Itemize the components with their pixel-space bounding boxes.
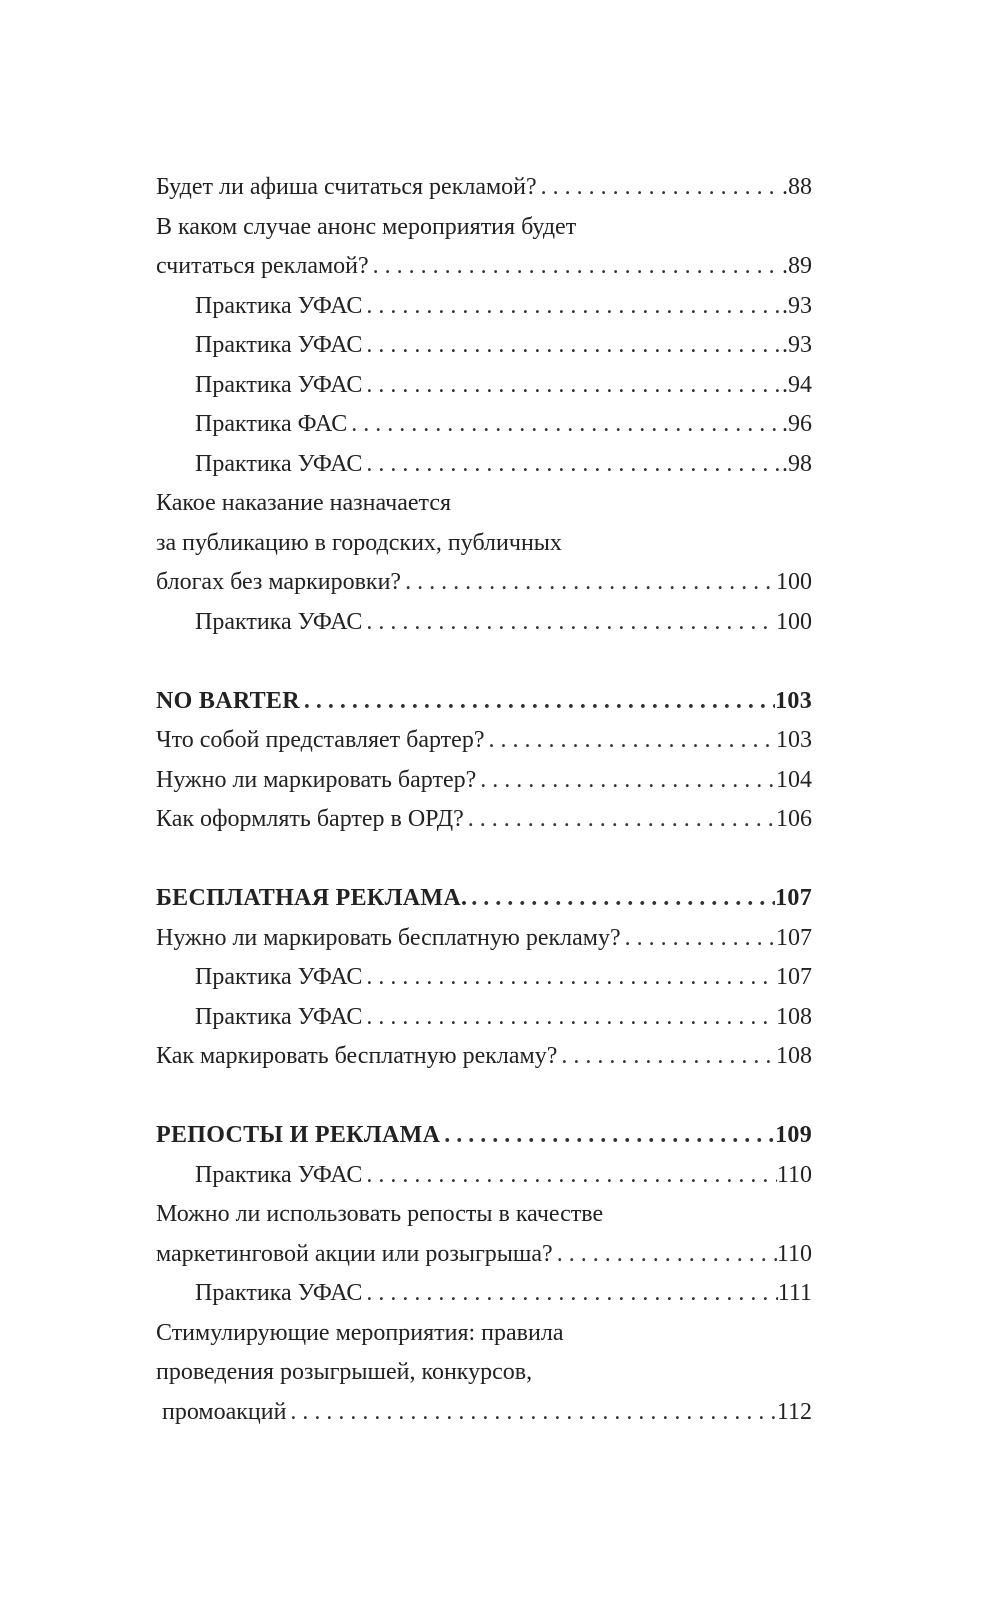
toc-page-number: .96 <box>782 411 812 437</box>
toc-entry-line[interactable] <box>156 484 812 524</box>
toc-page-number: 110 <box>776 1240 812 1267</box>
toc-subentry[interactable] <box>156 287 812 327</box>
toc-page-number: .93 <box>782 332 812 358</box>
dot-leader <box>347 405 782 445</box>
dot-leader <box>484 721 776 761</box>
toc-page-number: 107 <box>775 885 812 911</box>
dot-leader <box>362 326 782 366</box>
toc-entry-title: Можно ли использовать репосты в качестве <box>156 1201 604 1227</box>
dot-leader <box>362 958 776 998</box>
toc-entry-title: Практика УФАС <box>195 1161 363 1188</box>
toc-entry[interactable] <box>156 1037 812 1077</box>
toc-entry-title: маркетинговой акции или розыгрыша? <box>156 1240 553 1267</box>
toc-entry-title: Практика УФАС <box>195 371 363 398</box>
table-of-contents <box>156 168 812 1432</box>
toc-entry[interactable] <box>156 168 812 208</box>
dot-leader <box>300 682 775 722</box>
toc-entry-title: Как маркировать бесплатную рекламу? <box>156 1043 558 1069</box>
dot-leader <box>476 761 776 801</box>
dot-leader <box>362 603 776 643</box>
toc-entry-title: Нужно ли маркировать бесплатную рекламу? <box>156 924 621 951</box>
toc-entry[interactable] <box>156 721 812 761</box>
toc-page-number: 103 <box>776 727 812 753</box>
toc-entry-title: Практика УФАС <box>195 1003 363 1030</box>
toc-subentry[interactable] <box>156 445 812 485</box>
toc-subentry[interactable] <box>156 326 812 366</box>
toc-heading-title: РЕПОСТЫ И РЕКЛАМА <box>156 1122 441 1148</box>
toc-entry-title: Стимулирующие мероприятия: правила <box>156 1319 564 1346</box>
toc-heading-title: БЕСПЛАТНАЯ РЕКЛАМА. <box>156 885 468 911</box>
toc-page-number: 100 <box>776 569 812 595</box>
toc-entry-title: Практика УФАС <box>195 608 363 635</box>
toc-entry-title: Практика УФАС <box>195 332 363 358</box>
toc-page-number: 106 <box>776 806 812 832</box>
toc-subentry[interactable] <box>156 1274 812 1314</box>
toc-page-number: .89 <box>782 253 812 279</box>
dot-leader <box>537 168 782 208</box>
toc-entry[interactable] <box>156 247 812 287</box>
toc-page-number: .98 <box>782 450 812 477</box>
toc-entry[interactable] <box>156 761 812 801</box>
toc-page-number: 112 <box>776 1398 812 1425</box>
toc-heading-title: NO BARTER <box>156 687 300 714</box>
toc-subentry[interactable] <box>156 405 812 445</box>
dot-leader <box>553 1235 777 1275</box>
toc-entry-line[interactable] <box>156 208 812 248</box>
dot-leader <box>557 1037 776 1077</box>
toc-page-number: 111 <box>777 1280 812 1306</box>
dot-leader <box>440 1116 775 1156</box>
dot-leader <box>401 563 776 603</box>
toc-subentry[interactable] <box>156 958 812 998</box>
toc-page-number: .93 <box>782 292 812 319</box>
section-spacer <box>156 642 812 682</box>
toc-section-heading[interactable] <box>156 682 812 722</box>
toc-entry-title: Будет ли афиша считаться рекламой? <box>156 174 537 200</box>
toc-subentry[interactable] <box>156 998 812 1038</box>
dot-leader <box>369 247 782 287</box>
dot-leader <box>467 879 775 919</box>
toc-section-heading[interactable] <box>156 1116 812 1156</box>
toc-page-number: 103 <box>775 687 812 714</box>
toc-section-heading[interactable] <box>156 879 812 919</box>
dot-leader <box>362 1274 777 1314</box>
toc-entry-title: промоакций <box>162 1398 287 1425</box>
toc-subentry[interactable] <box>156 603 812 643</box>
section-spacer <box>156 840 812 880</box>
toc-page-number: 104 <box>776 766 812 793</box>
toc-entry-title: Практика УФАС <box>195 1280 363 1306</box>
toc-page-number: .88 <box>782 174 812 200</box>
toc-page-number: 100 <box>776 608 812 635</box>
dot-leader <box>362 445 782 485</box>
toc-entry-title: Практика УФАС <box>195 292 363 319</box>
dot-leader <box>362 287 782 327</box>
toc-entry[interactable] <box>156 919 812 959</box>
toc-entry[interactable] <box>156 1393 812 1433</box>
dot-leader <box>362 1156 776 1196</box>
toc-entry[interactable] <box>156 800 812 840</box>
toc-entry-title: Нужно ли маркировать бартер? <box>156 766 477 793</box>
toc-entry-title: Практика УФАС <box>195 964 363 990</box>
toc-entry-line[interactable] <box>156 1353 812 1393</box>
toc-entry[interactable] <box>156 1235 812 1275</box>
toc-entry-line[interactable] <box>156 1314 812 1354</box>
section-spacer <box>156 1077 812 1117</box>
dot-leader <box>286 1393 776 1433</box>
toc-entry-title: за публикацию в городских, публичных <box>156 529 562 556</box>
dot-leader <box>362 366 782 406</box>
toc-page-number: 107 <box>776 964 812 990</box>
toc-entry-line[interactable] <box>156 524 812 564</box>
toc-entry-line[interactable] <box>156 1195 812 1235</box>
toc-page-number: 108 <box>776 1043 812 1069</box>
toc-entry[interactable] <box>156 563 812 603</box>
toc-subentry[interactable] <box>156 366 812 406</box>
toc-page-number: 107 <box>776 924 812 951</box>
toc-entry-title: Практика УФАС <box>195 450 363 477</box>
dot-leader <box>464 800 776 840</box>
toc-page-number: 109 <box>775 1122 812 1148</box>
toc-entry-title: считаться рекламой? <box>156 253 369 279</box>
toc-page-number: 110 <box>776 1161 812 1188</box>
toc-entry-title: проведения розыгрышей, конкурсов, <box>156 1359 533 1385</box>
toc-entry-title: Практика ФАС <box>195 411 348 437</box>
toc-page-number: 108 <box>776 1003 812 1030</box>
toc-entry-title: Что собой представляет бартер? <box>156 727 485 753</box>
toc-entry-title: блогах без маркировки? <box>156 569 402 595</box>
toc-entry-title: Как оформлять бартер в ОРД? <box>156 806 464 832</box>
dot-leader <box>621 919 776 959</box>
dot-leader <box>362 998 776 1038</box>
toc-subentry[interactable] <box>156 1156 812 1196</box>
toc-page-number: .94 <box>782 371 812 398</box>
toc-entry-title: В каком случае анонс мероприятия будет <box>156 213 577 240</box>
toc-entry-title: Какое наказание назначается <box>156 490 452 516</box>
